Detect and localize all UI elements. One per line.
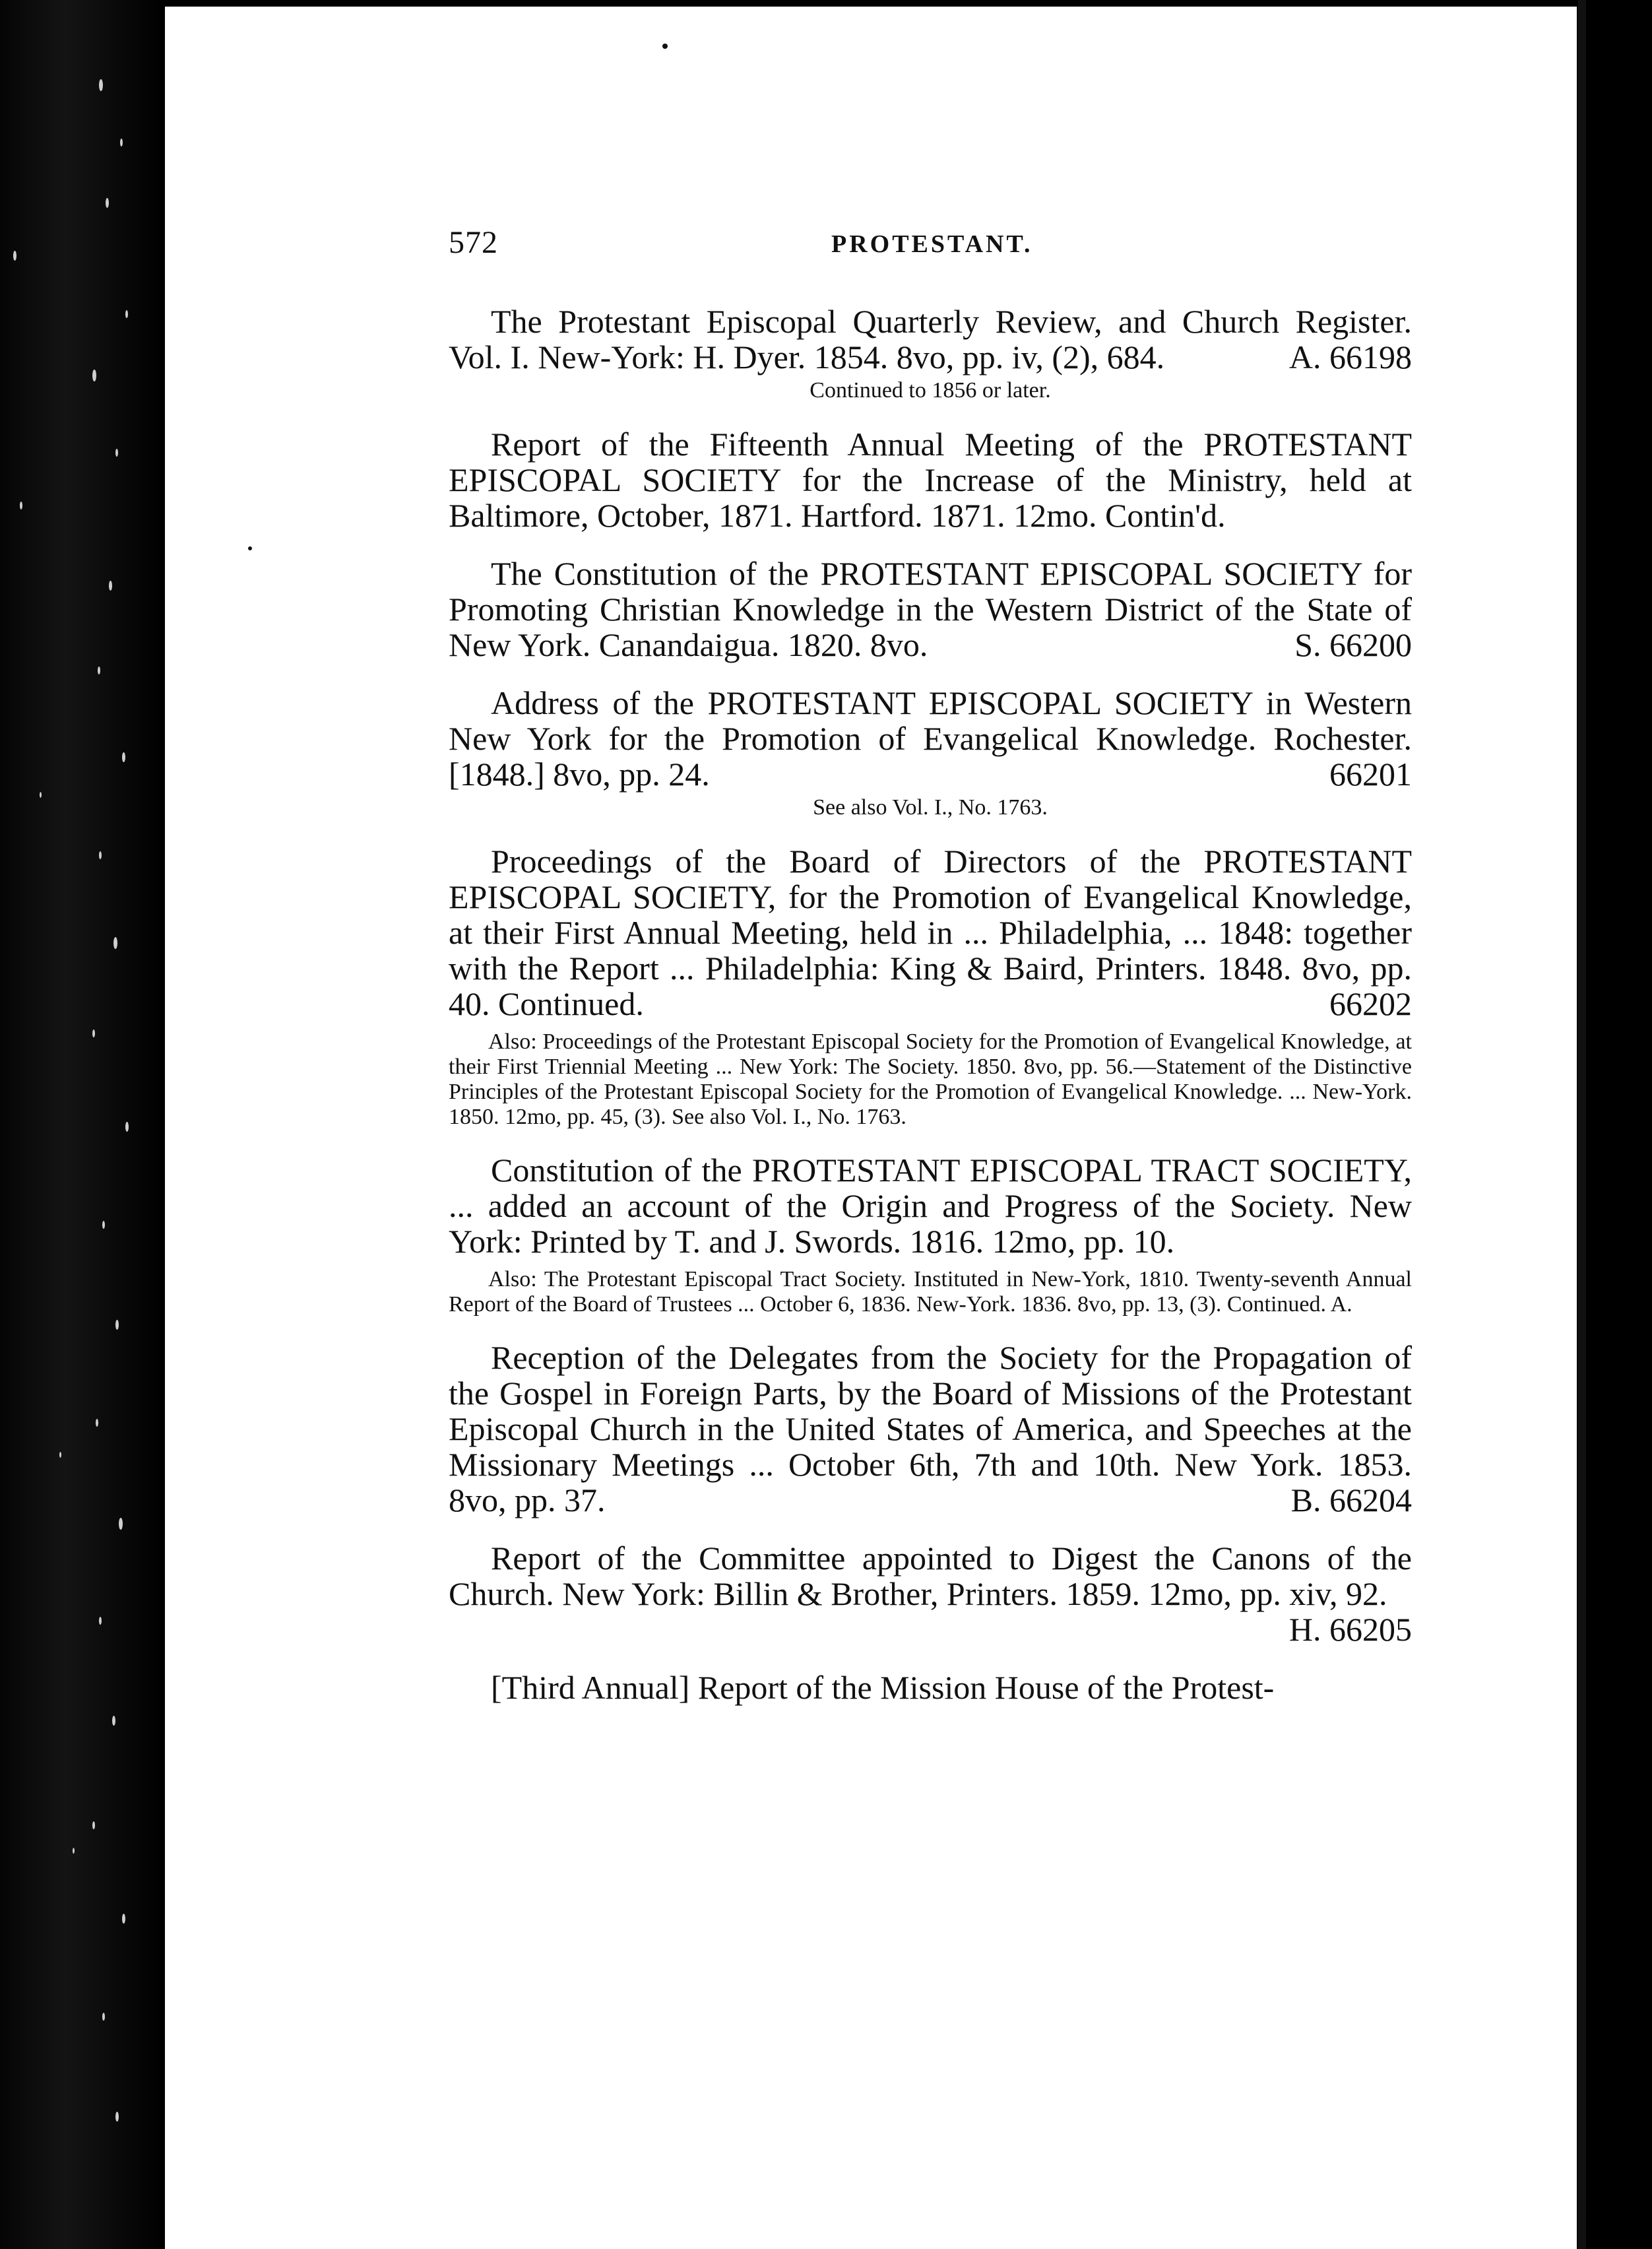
list-item bbox=[449, 685, 1412, 821]
binding-speck bbox=[119, 1518, 123, 1530]
stray-mark bbox=[248, 546, 252, 550]
entry-note: See also Vol. I., No. 1763. bbox=[813, 795, 1048, 820]
entry-note: Continued to 1856 or later. bbox=[810, 378, 1051, 403]
binding-speck bbox=[120, 139, 123, 147]
book-binding-right bbox=[1589, 0, 1652, 2249]
list-item bbox=[449, 304, 1412, 404]
binding-speck bbox=[20, 502, 22, 509]
list-item bbox=[449, 426, 1412, 533]
book-binding-left bbox=[0, 0, 165, 2249]
entry-note: Also: Proceedings of the Protestant Episcopal Society for the Promotion of Evangelical Knowledge, at their First Triennial Meeting ... New York: The Society. 1850. 8vo, pp. 56.—Statement of the Distinctive Principles of the Protestant Episcopal Society for the Promotion of Evangelical Knowledge. ... New-York. 1850. 12mo, pp. 45, (3). See also Vol. I., No. 1763. bbox=[449, 1029, 1412, 1129]
list-item bbox=[449, 556, 1412, 663]
entry-text: The Protestant Episcopal Quarterly Review, and Church Register. Vol. I. New-York: H. Dyer. 1854. 8vo, pp. iv, (2), 684. bbox=[449, 303, 1412, 375]
stray-mark bbox=[662, 44, 668, 49]
entry-text: Proceedings of the Board of Directors of the PROTESTANT EPISCOPAL SOCIETY, for the Promotion of Evangelical Knowledge, at their First Annual Meeting, held in ... Philadelphia, ... 1848: together with the Report ... Philadelphia: King & Baird, Printers. 1848. 8vo, pp. 40. Continued. bbox=[449, 843, 1412, 1022]
bibliography-entries bbox=[449, 304, 1412, 1728]
binding-speck bbox=[102, 1221, 105, 1229]
binding-speck bbox=[96, 1419, 98, 1427]
binding-speck bbox=[112, 1716, 115, 1726]
binding-speck bbox=[13, 251, 16, 261]
entry-number: S. 66200 bbox=[1294, 626, 1412, 663]
binding-speck bbox=[59, 1452, 61, 1458]
binding-speck bbox=[73, 1848, 75, 1854]
binding-speck bbox=[115, 1320, 119, 1330]
entry-number: 66202 bbox=[1329, 985, 1412, 1022]
binding-speck bbox=[102, 2013, 105, 2021]
list-item bbox=[449, 843, 1412, 1130]
entry-number: B. 66204 bbox=[1290, 1482, 1412, 1518]
entry-text: [Third Annual] Report of the Mission House of the Protest- bbox=[491, 1669, 1275, 1706]
list-item bbox=[449, 1540, 1412, 1647]
binding-speck bbox=[106, 198, 109, 208]
binding-speck bbox=[122, 1914, 125, 1924]
list-item bbox=[449, 1670, 1412, 1705]
binding-speck bbox=[109, 581, 112, 591]
entry-number: 66201 bbox=[1329, 756, 1412, 793]
binding-speck bbox=[92, 1029, 95, 1037]
binding-speck bbox=[92, 370, 96, 381]
binding-speck bbox=[92, 1821, 95, 1829]
binding-speck bbox=[99, 1617, 102, 1625]
binding-speck bbox=[122, 752, 125, 762]
entry-text: Constitution of the PROTESTANT EPISCOPAL TRACT SOCIETY, ... added an account of the Origin and Progress of the Society. New York: Printed by T. and J. Swords. 1816. 12mo, pp. 10. bbox=[449, 1152, 1412, 1260]
page-number: 572 bbox=[449, 225, 498, 260]
binding-speck bbox=[115, 449, 118, 457]
entry-text: The Constitution of the PROTESTANT EPISCOPAL SOCIETY for Promoting Christian Knowledge in the Western District of the State of New York. Canandaigua. 1820. 8vo. bbox=[449, 555, 1412, 663]
entry-text: Reception of the Delegates from the Society for the Propagation of the Gospel in Foreign Parts, by the Board of Missions of the Protestant Episcopal Church in the United States of America, and Speeches at the Missionary Meetings ... October 6th, 7th and 10th. New York. 1853. 8vo, pp. 37. bbox=[449, 1339, 1412, 1518]
entry-note: Also: The Protestant Episcopal Tract Society. Instituted in New-York, 1810. Twenty-seventh Annual Report of the Board of Trustees ... October 6, 1836. New-York. 1836. 8vo, pp. 13, (3). Continued. A. bbox=[449, 1267, 1412, 1317]
binding-speck bbox=[115, 2112, 119, 2122]
binding-speck bbox=[125, 1122, 129, 1132]
list-item bbox=[449, 1152, 1412, 1317]
binding-speck bbox=[113, 937, 117, 949]
list-item bbox=[449, 1340, 1412, 1518]
entry-text: Report of the Committee appointed to Digest the Canons of the Church. New York: Billin & Brother, Printers. 1859. 12mo, pp. xiv, 92. bbox=[449, 1540, 1412, 1612]
entry-number: A. 66198 bbox=[1288, 339, 1412, 375]
binding-speck bbox=[99, 79, 103, 91]
binding-speck bbox=[40, 792, 42, 798]
running-head: PROTESTANT. bbox=[831, 230, 1033, 258]
binding-speck bbox=[98, 667, 100, 674]
entry-text: Report of the Fifteenth Annual Meeting of the PROTESTANT EPISCOPAL SOCIETY for the Increase of the Ministry, held at Baltimore, October, 1871. Hartford. 1871. 12mo. Contin'd. bbox=[449, 426, 1412, 534]
page-edge-right bbox=[1578, 0, 1586, 2249]
entry-text: Address of the PROTESTANT EPISCOPAL SOCIETY in Western New York for the Promotion of Evangelical Knowledge. Rochester. [1848.] 8vo, pp. 24. bbox=[449, 684, 1412, 793]
binding-speck bbox=[99, 851, 102, 859]
page-header bbox=[449, 224, 1425, 277]
binding-speck bbox=[125, 310, 128, 318]
entry-number: H. 66205 bbox=[1288, 1611, 1412, 1648]
